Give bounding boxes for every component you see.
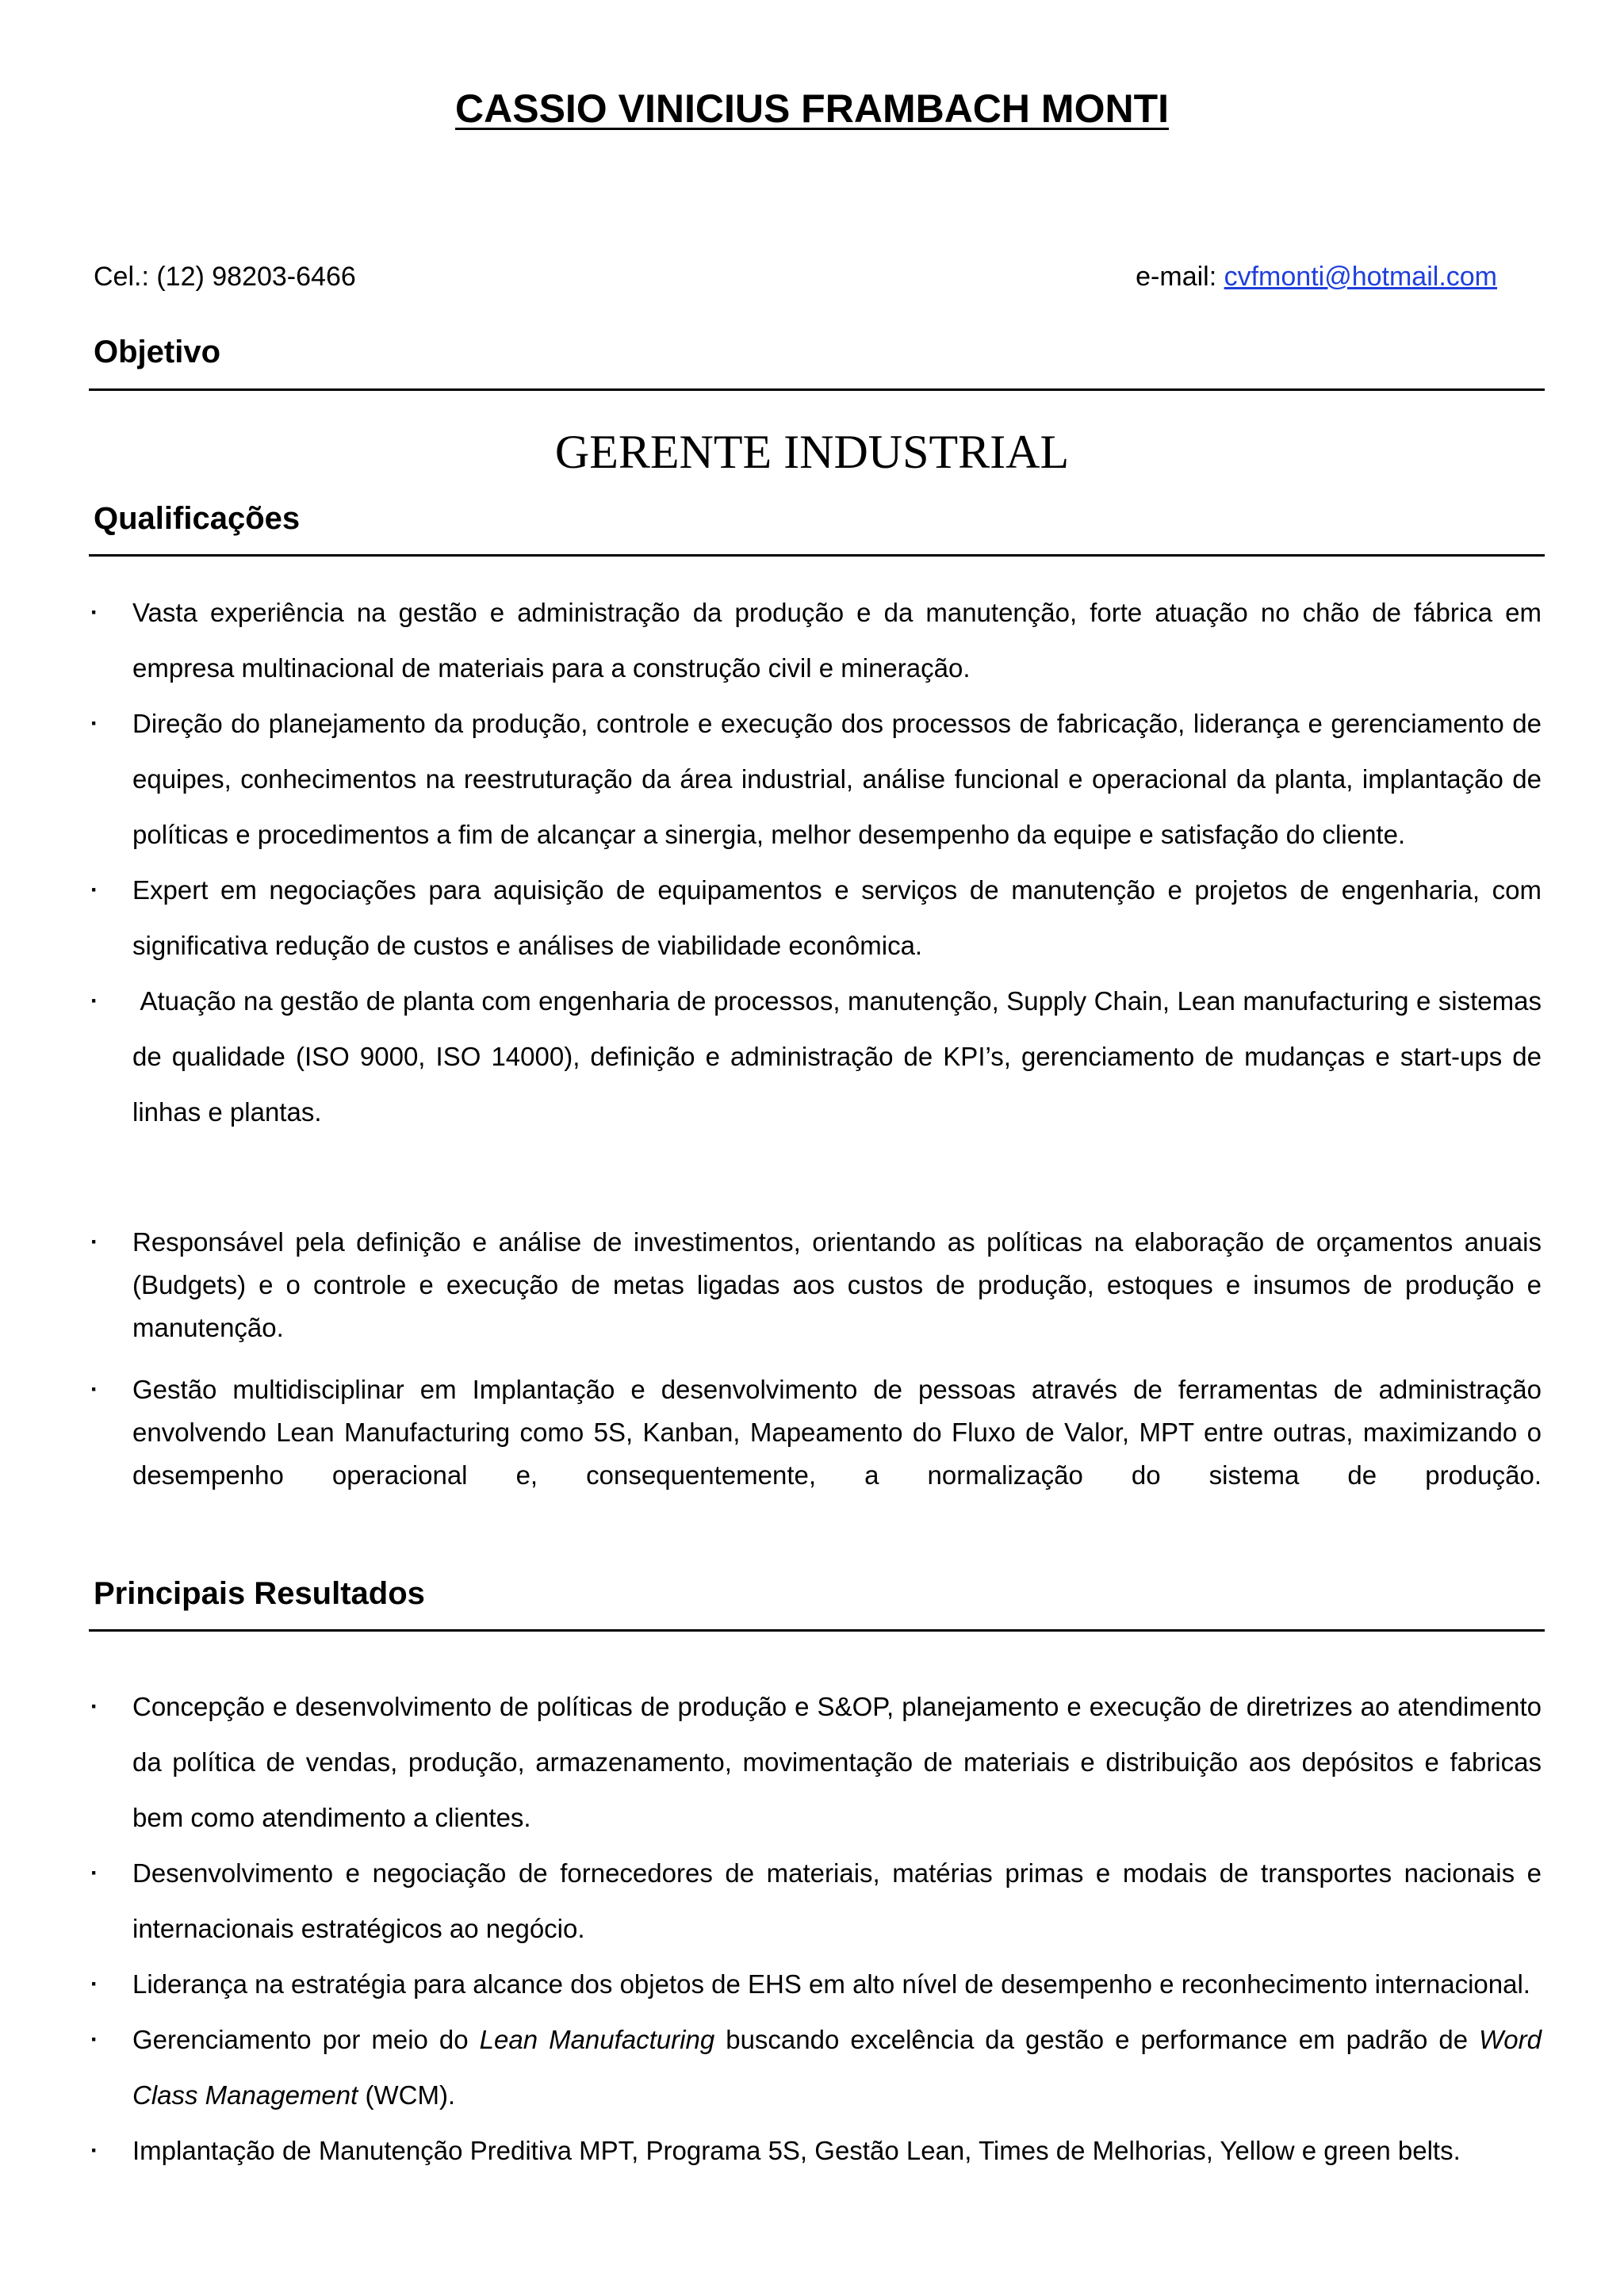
email-block <box>1136 262 1497 293</box>
list-item: · Concepção e desenvolvimento de políticas de produção e S&OP, planejamento e execução de diretrizes ao atendimento da política de vendas, produção, armazenamento, movimentação de materiais e distribuição aos depósitos e fabricas bem como atendimento a clientes. <box>0 1679 1624 1846</box>
bullet-icon: · <box>90 877 98 903</box>
results-divider <box>89 1629 1545 1632</box>
bullet-icon: · <box>90 1229 98 1255</box>
qualifications-list <box>0 585 1624 1140</box>
candidate-name-text: CASSIO VINICIUS FRAMBACH MONTI <box>455 86 1169 131</box>
email-label: e-mail: <box>1136 262 1224 292</box>
bullet-icon: · <box>90 599 98 626</box>
list-item: · Responsável pela definição e análise de investimentos, orientando as políticas na elaboração de orçamentos anuais (Budgets) e o controle e execução de metas ligadas aos custos de produção, estoques e insumos de produção e manutenção. <box>0 1221 1624 1349</box>
list-item: · Expert em negociações para aquisição de equipamentos e serviços de manutenção e projetos de engenharia, com significativa redução de custos e análises de viabilidade econômica. <box>0 863 1624 974</box>
bullet-icon: · <box>90 1971 98 1997</box>
objective-heading: Objetivo <box>94 335 221 369</box>
list-item: · Direção do planejamento da produção, controle e execução dos processos de fabricação, liderança e gerenciamento de equipes, conhecimentos na reestruturação da área industrial, análise funcional e operacional da planta, implantação de políticas e procedimentos a fim de alcançar a sinergia, melhor desempenho da equipe e satisfação do cliente. <box>0 696 1624 863</box>
list-item: · Implantação de Manutenção Preditiva MPT, Programa 5S, Gestão Lean, Times de Melhorias, Yellow e green belts. <box>0 2123 1624 2179</box>
bullet-icon: · <box>90 988 98 1014</box>
objective-title: GERENTE INDUSTRIAL <box>554 426 1070 478</box>
bullet-icon: · <box>90 1376 98 1402</box>
phone-number: Cel.: (12) 98203-6466 <box>94 262 356 292</box>
qualifications-divider <box>89 554 1545 557</box>
candidate-name <box>0 86 1624 132</box>
bullet-icon: · <box>90 1693 98 1720</box>
list-item: · Gestão multidisciplinar em Implantação e desenvolvimento de pessoas através de ferramentas de administração envolvendo Lean Manufacturing como 5S, Kanban, Mapeamento do Fluxo de Valor, MPT entre outras, maximizando o desempenho operacional e, consequentemente, a normalização do sistema de produção. <box>0 1368 1624 1497</box>
email-link[interactable]: cvfmonti@hotmail.com <box>1224 262 1497 292</box>
bullet-icon: · <box>90 2026 98 2053</box>
list-item: · Desenvolvimento e negociação de fornecedores de materiais, matérias primas e modais de transportes nacionais e internacionais estratégicos ao negócio. <box>0 1846 1624 1957</box>
bullet-icon: · <box>90 1860 98 1886</box>
qualifications-heading: Qualificações <box>94 501 301 536</box>
objective-divider <box>89 388 1545 391</box>
qualifications-list-continued <box>0 1221 1624 1497</box>
bullet-icon: · <box>90 710 98 737</box>
list-item: · Gerenciamento por meio do Lean Manufacturing buscando excelência da gestão e performance em padrão de Word Class Management (WCM). <box>0 2012 1624 2123</box>
bullet-icon: · <box>90 2137 98 2164</box>
list-item: · Atuação na gestão de planta com engenharia de processos, manutenção, Supply Chain, Lean manufacturing e sistemas de qualidade (ISO 9000, ISO 14000), definição e administração de KPI’s, gerenciamento de mudanças e start-ups de linhas e plantas. <box>0 974 1624 1140</box>
results-list <box>0 1679 1624 2179</box>
list-item: · Vasta experiência na gestão e administração da produção e da manutenção, forte atuação no chão de fábrica em empresa multinacional de materiais para a construção civil e mineração. <box>0 585 1624 696</box>
results-heading: Principais Resultados <box>94 1576 425 1611</box>
list-item: · Liderança na estratégia para alcance dos objetos de EHS em alto nível de desempenho e reconhecimento internacional. <box>0 1957 1624 2012</box>
